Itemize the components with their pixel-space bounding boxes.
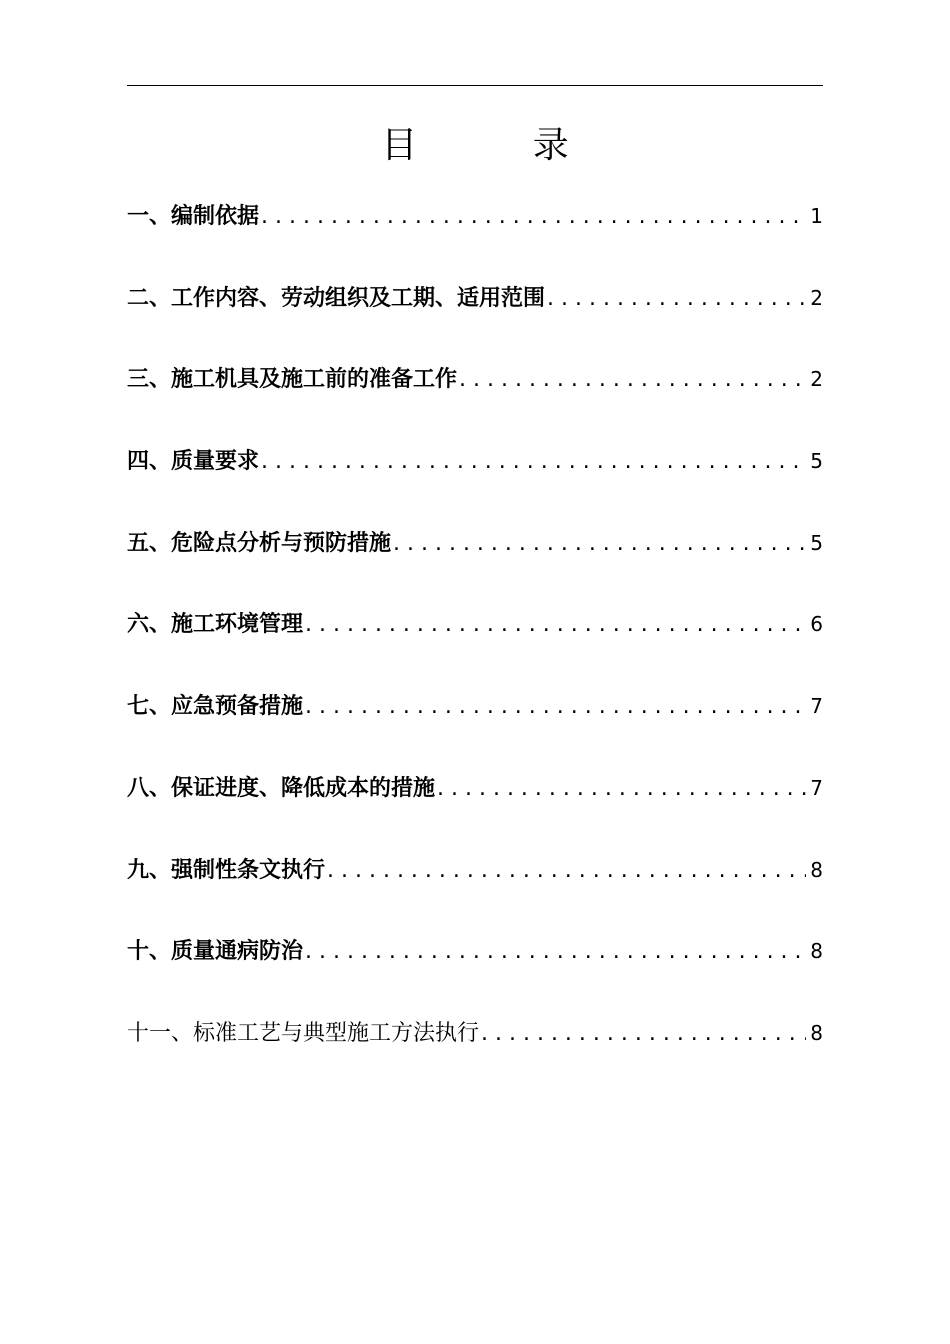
toc-entry-label: 十一、标准工艺与典型施工方法执行 [127,1020,480,1046]
toc-entry-label: 十、质量通病防治 [127,939,304,965]
toc-page-number: 8 [810,857,823,882]
toc-dot-leader [305,605,806,645]
toc-entry-label: 一、编制依据 [127,204,260,229]
toc-dot-leader [547,279,806,319]
toc-dot-leader [437,769,806,809]
toc-dot-leader [261,197,806,237]
toc-page-number: 5 [810,530,823,555]
toc-entry[interactable] [127,359,823,399]
toc-entry-label: 三、施工机具及施工前的准备工作 [127,367,458,393]
toc-entry-label: 七、应急预备措施 [127,694,304,720]
toc-dot-leader [305,687,806,727]
toc-entry[interactable] [127,768,823,808]
toc-page-number: 1 [810,204,823,228]
toc-list [127,196,823,1095]
toc-entry[interactable] [127,1013,823,1053]
toc-entry[interactable] [127,441,823,481]
toc-entry[interactable] [127,278,823,318]
toc-entry-label: 八、保证进度、降低成本的措施 [127,775,436,801]
toc-entry[interactable] [127,686,823,726]
toc-entry-label: 五、危险点分析与预防措施 [127,530,392,556]
toc-entry-label: 二、工作内容、劳动组织及工期、适用范围 [127,285,546,311]
toc-entry-label: 九、强制性条文执行 [127,857,326,883]
toc-page-number: 8 [810,939,823,964]
header-rule [127,85,823,86]
toc-page-number: 6 [810,612,823,637]
toc-dot-leader [327,851,806,891]
toc-page-number: 2 [810,285,823,310]
toc-page-number: 5 [810,449,823,474]
toc-dot-leader [459,360,806,400]
toc-entry[interactable] [127,931,823,971]
toc-entry[interactable] [127,604,823,644]
toc-dot-leader [481,1014,806,1054]
toc-entry[interactable] [127,523,823,563]
toc-dot-leader [305,932,806,972]
toc-page-number: 2 [810,367,823,392]
toc-page-number: 7 [810,694,823,719]
toc-dot-leader [261,442,806,482]
toc-entry[interactable] [127,850,823,890]
toc-entry[interactable] [127,196,823,236]
toc-entry-label: 六、施工环境管理 [127,612,304,638]
toc-title: 目 录 [381,125,621,166]
toc-dot-leader [393,524,806,564]
toc-page-number: 8 [810,1020,823,1045]
toc-entry-label: 四、质量要求 [127,449,260,475]
toc-page-number: 7 [810,775,823,800]
